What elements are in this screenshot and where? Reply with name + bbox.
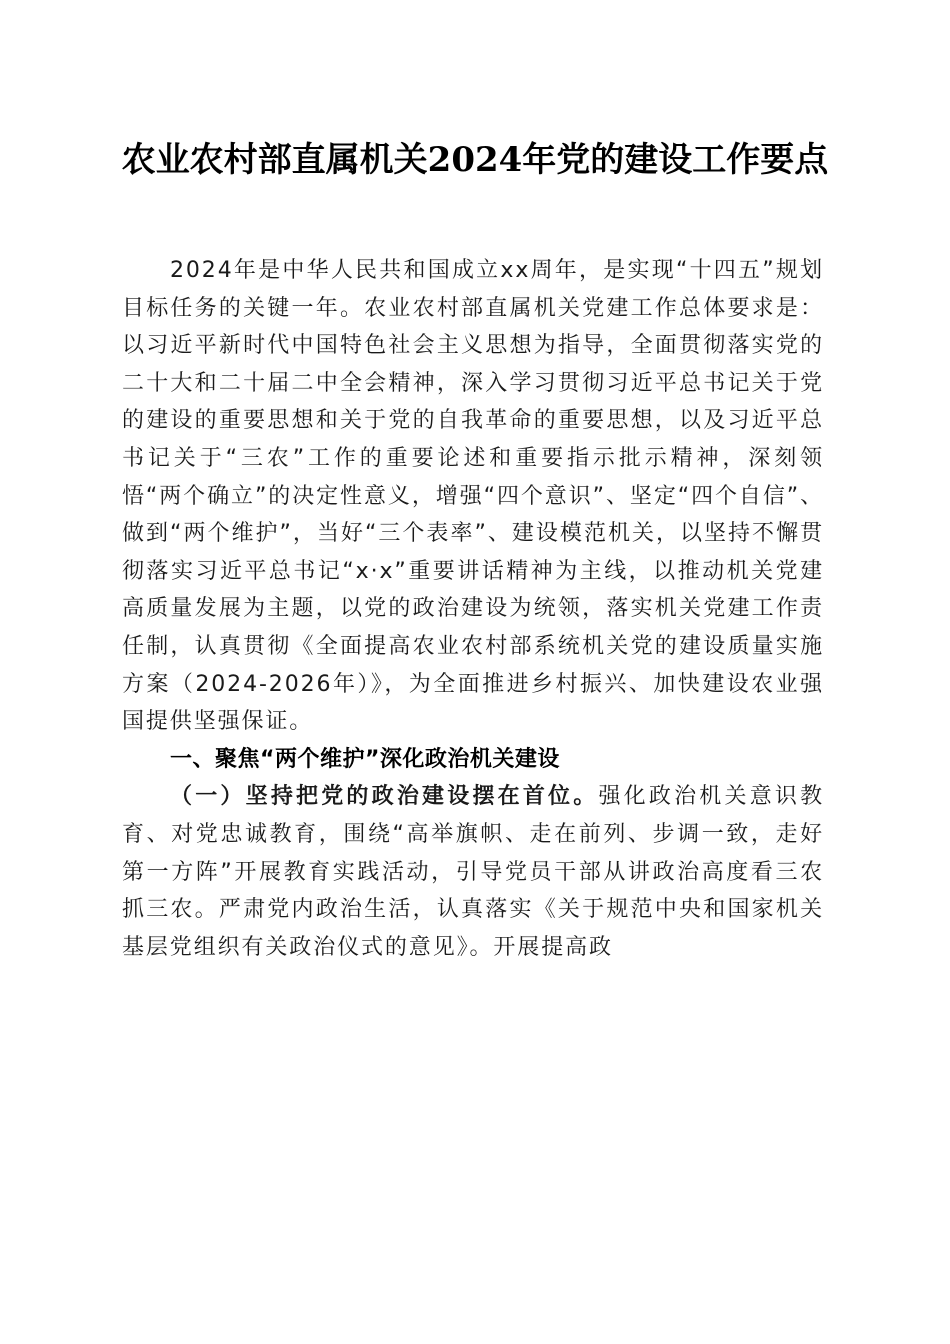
document-body bbox=[122, 252, 824, 966]
subsection-paragraph-1 bbox=[122, 778, 824, 966]
document-title: 农业农村部直属机关2024年党的建设工作要点 bbox=[121, 140, 829, 180]
subsection-title-1: （一）坚持把党的政治建设摆在首位。 bbox=[170, 784, 599, 810]
subsection-body-1: 强化政治机关意识教育、对党忠诚教育，围绕“高举旗帜、走在前列、步调一致，走好第一方阵”开展教育实践活动，引导党员干部从讲政治高度看三农抓三农。严肃党内政治生活，认真落实《关于规范中央和国家机关基层党组织有关政治仪式的意见》。开展提高政 bbox=[122, 784, 824, 960]
section-heading-1: 一、聚焦“两个维护”深化政治机关建设 bbox=[170, 746, 560, 772]
intro-paragraph: 2024年是中华人民共和国成立xx周年，是实现“十四五”规划目标任务的关键一年。农业农村部直属机关党建工作总体要求是：以习近平新时代中国特色社会主义思想为指导，全面贯彻落实党的二十大和二十届二中全会精神，深入学习贯彻习近平总书记关于党的建设的重要思想和关于党的自我革命的重要思想，以及习近平总书记关于“三农”工作的重要论述和重要指示批示精神，深刻领悟“两个确立”的决定性意义，增强“四个意识”、坚定“四个自信”、做到“两个维护”，当好“三个表率”、建设模范机关，以坚持不懈贯彻落实习近平总书记“x·x”重要讲话精神为主线，以推动机关党建高质量发展为主题，以党的政治建设为统领，落实机关党建工作责任制，认真贯彻《全面提高农业农村部系统机关党的建设质量实施方案（2024-2026年）》，为全面推进乡村振兴、加快建设农业强国提供坚强保证。 bbox=[122, 258, 824, 735]
